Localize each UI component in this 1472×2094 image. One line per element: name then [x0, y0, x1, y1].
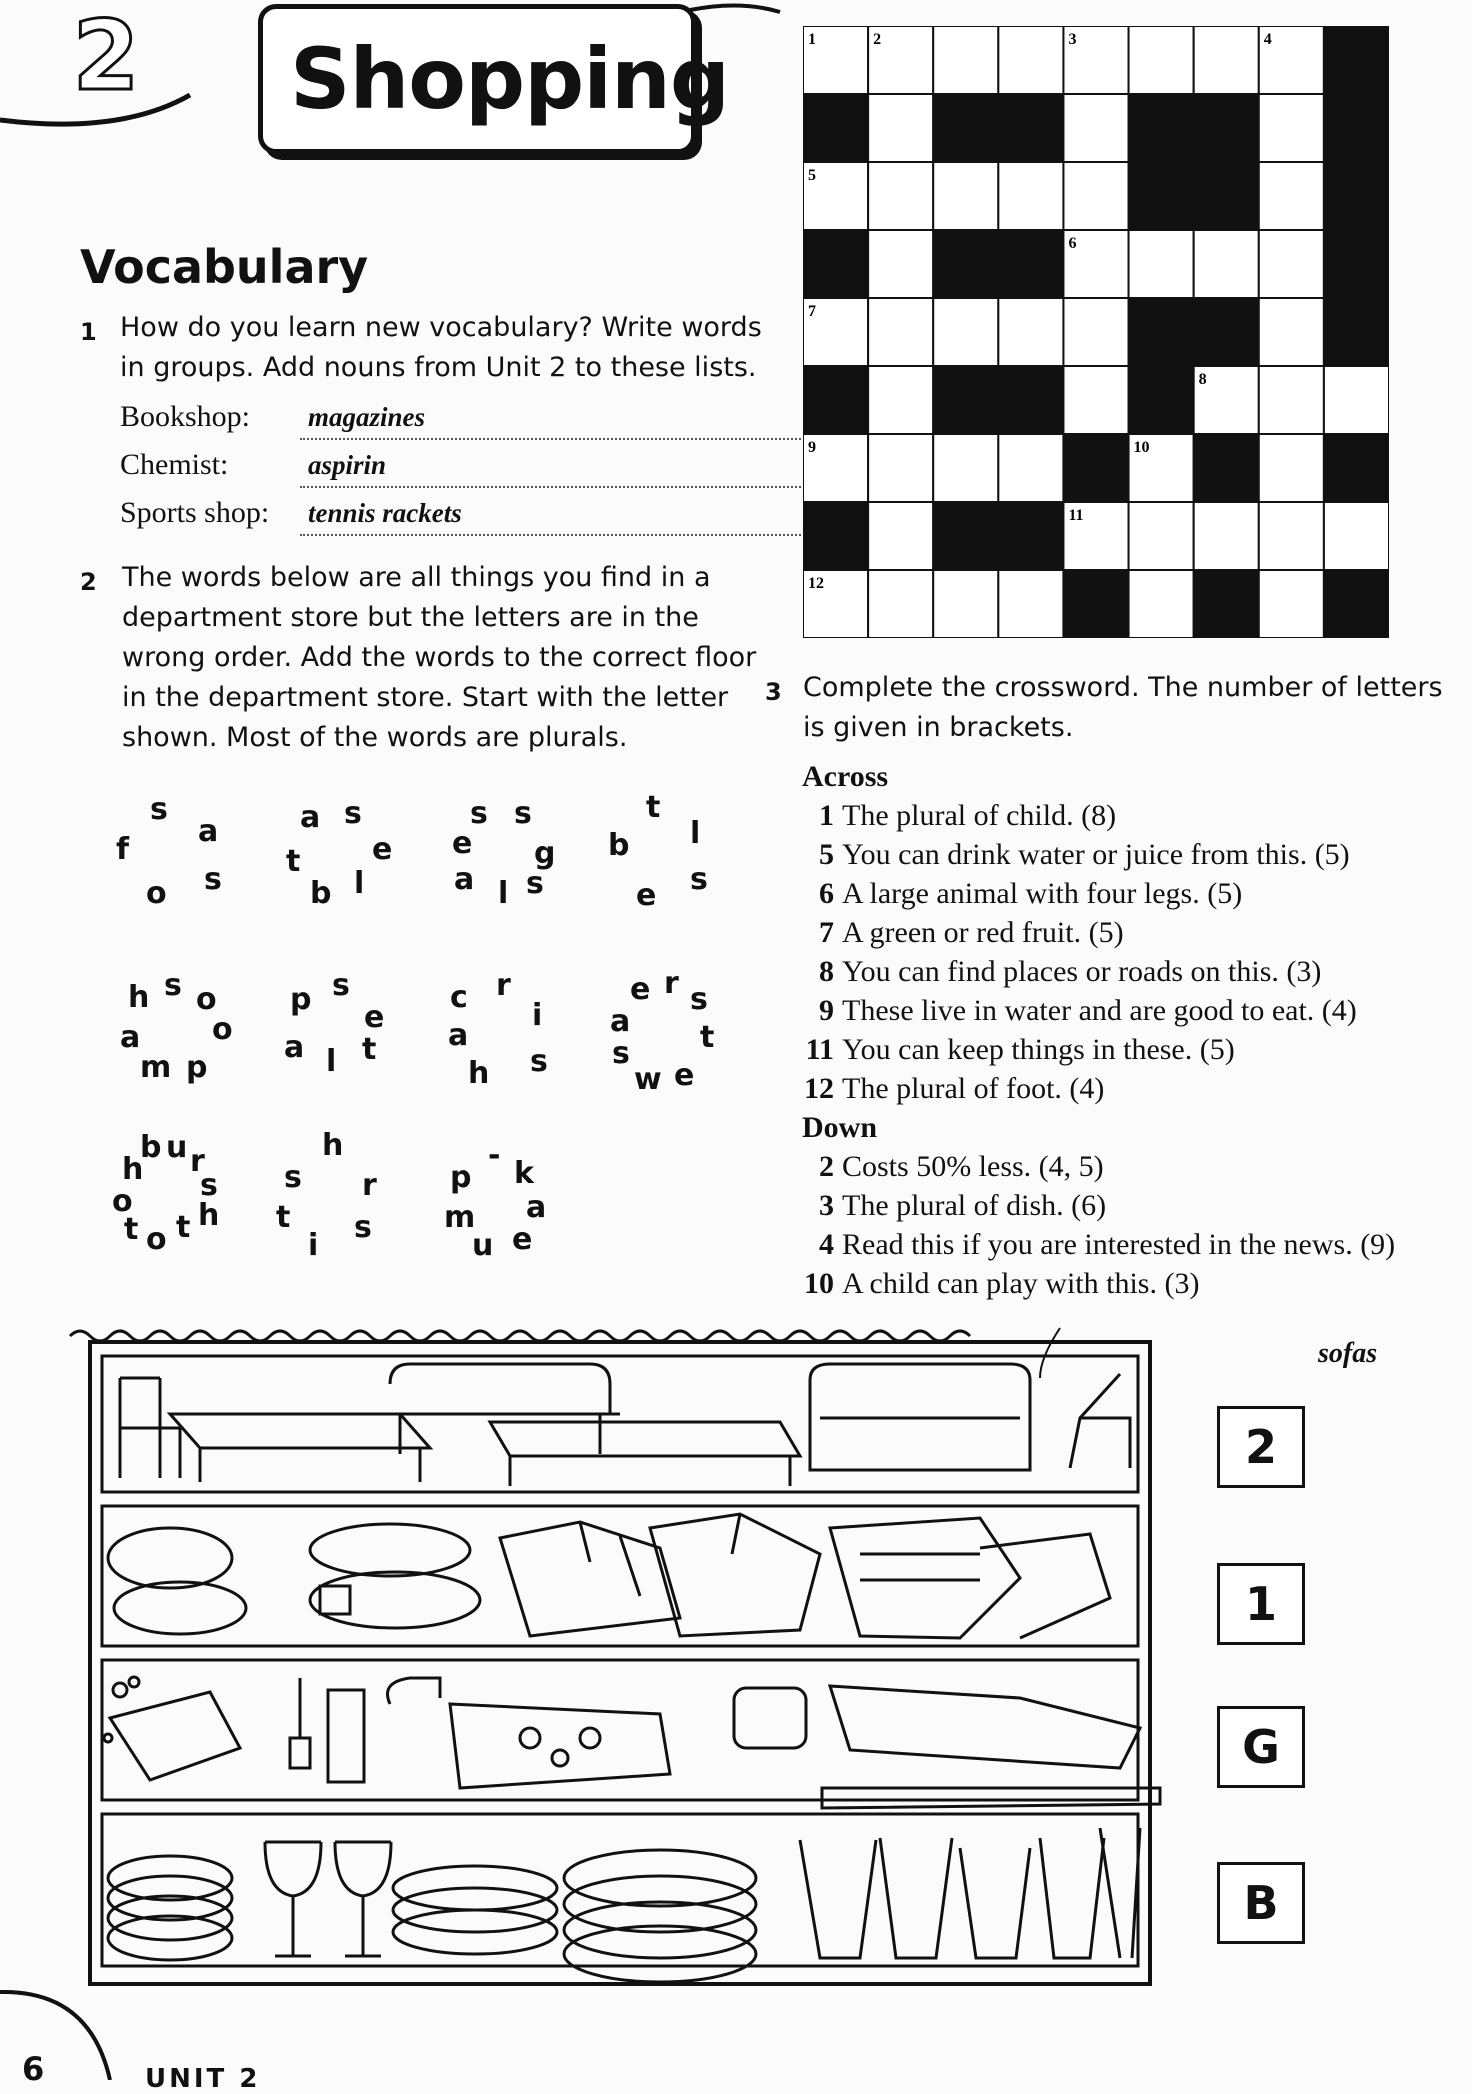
crossword-black-cell: [1129, 366, 1194, 434]
crossword-number: 11: [1068, 507, 1084, 524]
crossword-black-cell: [1129, 94, 1194, 162]
crossword-cell[interactable]: [868, 162, 933, 230]
clue-number: 8: [819, 955, 834, 988]
scrambled-letter: a: [300, 800, 321, 835]
scrambled-letter: s: [204, 862, 222, 897]
crossword-grid[interactable]: [803, 26, 1389, 638]
crossword-number: 5: [808, 167, 816, 184]
clue-text: A large animal with four legs. (5): [842, 877, 1243, 910]
crossword-black-cell: [1324, 570, 1389, 638]
crossword-black-cell: [1324, 434, 1389, 502]
crossword-cell[interactable]: [1324, 502, 1389, 570]
clue: [800, 1186, 1472, 1225]
question-number: 1: [80, 318, 97, 346]
floor-label: 2: [1217, 1406, 1305, 1488]
clue-number: 5: [819, 838, 834, 871]
crossword-cell[interactable]: [1259, 298, 1324, 366]
crossword-cell[interactable]: [868, 434, 933, 502]
scrambled-letter: t: [124, 1212, 139, 1247]
crossword-number: 6: [1068, 235, 1077, 252]
clue-number: 6: [819, 877, 834, 910]
crossword-cell[interactable]: [868, 230, 933, 298]
page-number: 6: [22, 2050, 45, 2088]
department-store-illustration: [60, 1318, 1200, 1998]
crossword-cell[interactable]: [1259, 230, 1324, 298]
scrambled-letter: r: [362, 1168, 377, 1203]
list-label: Chemist:: [120, 448, 229, 481]
scrambled-letter: e: [512, 1222, 533, 1257]
scrambled-letter: a: [120, 1020, 141, 1055]
scrambled-letter: m: [444, 1200, 476, 1235]
section-heading: Vocabulary: [80, 240, 369, 294]
scrambled-letter: e: [372, 832, 393, 867]
crossword-black-cell: [933, 502, 998, 570]
crossword-black-cell: [998, 94, 1063, 162]
crossword-black-cell: [1129, 298, 1194, 366]
scrambled-letter: r: [496, 968, 511, 1003]
scrambled-letter: c: [450, 980, 468, 1015]
scrambled-letter: p: [290, 982, 312, 1017]
crossword-number: 10: [1133, 439, 1150, 456]
crossword-cell[interactable]: [933, 162, 998, 230]
clue-text: A child can play with this. (3): [842, 1267, 1200, 1300]
crossword-cell[interactable]: [1063, 298, 1128, 366]
clue-text: Costs 50% less. (4, 5): [842, 1150, 1104, 1183]
clue-number: 4: [819, 1228, 834, 1261]
scrambled-letter: b: [310, 876, 332, 911]
crossword-cell[interactable]: [1194, 230, 1259, 298]
scrambled-letter: a: [454, 862, 475, 897]
scrambled-letter: t: [286, 844, 301, 879]
crossword-black-cell: [1129, 162, 1194, 230]
scrambled-letter: a: [448, 1018, 469, 1053]
scrambled-letter: u: [166, 1130, 188, 1165]
scrambled-letter: s: [284, 1160, 302, 1195]
scrambled-letter: s: [690, 982, 708, 1017]
question-line: Complete the crossword. The number of letters: [803, 672, 1443, 703]
crossword-cell[interactable]: [1129, 570, 1194, 638]
crossword-cell[interactable]: [868, 366, 933, 434]
scrambled-letter: s: [530, 1044, 548, 1079]
clue-text: The plural of foot. (4): [842, 1072, 1105, 1105]
crossword-black-cell: [1194, 298, 1259, 366]
down-heading: Down: [802, 1111, 878, 1144]
crossword-black-cell: [1063, 434, 1128, 502]
scrambled-letter: s: [354, 1210, 372, 1245]
answer-text: aspirin: [308, 450, 387, 480]
crossword-black-cell: [933, 94, 998, 162]
example-answer: sofas: [1318, 1338, 1378, 1369]
clue-text: These live in water and are good to eat. (4): [842, 994, 1357, 1027]
scrambled-letter: l: [498, 876, 509, 911]
scrambled-letter: b: [608, 828, 630, 863]
crossword-cell[interactable]: [1259, 434, 1324, 502]
unit-label: UNIT 2: [145, 2064, 261, 2094]
crossword-cell[interactable]: [868, 570, 933, 638]
scrambled-letter: l: [354, 866, 365, 901]
clue-number: 11: [805, 1033, 834, 1066]
crossword-cell[interactable]: [933, 298, 998, 366]
scrambled-letter: b: [140, 1130, 162, 1165]
crossword-black-cell: [803, 230, 868, 298]
scrambled-letter: f: [116, 832, 130, 867]
clue-text: A green or red fruit. (5): [842, 916, 1124, 949]
scrambled-letter: s: [332, 968, 350, 1003]
clue-number: 2: [819, 1150, 834, 1183]
unit-number: 2: [72, 0, 140, 112]
scrambled-letter: a: [526, 1190, 547, 1225]
scrambled-letter: m: [140, 1050, 172, 1085]
crossword-cell[interactable]: [1129, 26, 1194, 94]
crossword-black-cell: [803, 94, 868, 162]
clue: [800, 874, 1460, 913]
clue: [800, 835, 1460, 874]
scrambled-letter: i: [308, 1228, 319, 1263]
scrambled-letter: s: [150, 792, 168, 827]
clue: [800, 1030, 1460, 1069]
crossword-cell[interactable]: [1259, 94, 1324, 162]
scrambled-letter: t: [276, 1200, 291, 1235]
scrambled-letter: s: [470, 796, 488, 831]
scrambled-letter: s: [164, 968, 182, 1003]
scrambled-letter: e: [452, 826, 473, 861]
clue: [800, 1147, 1472, 1186]
crossword-cell[interactable]: [998, 162, 1063, 230]
question-line: department store but the letters are in the: [122, 602, 699, 633]
clue-number: 7: [819, 916, 834, 949]
scrambled-letter: h: [322, 1128, 344, 1163]
list-label: Sports shop:: [120, 496, 270, 529]
clue: [800, 796, 1460, 835]
question-line: How do you learn new vocabulary? Write words: [120, 312, 762, 343]
crossword-black-cell: [1324, 162, 1389, 230]
scrambled-letter: o: [146, 876, 167, 911]
crossword-black-cell: [1324, 298, 1389, 366]
scrambled-letter: h: [468, 1056, 490, 1091]
crossword-cell[interactable]: [868, 94, 933, 162]
question-number: 3: [765, 678, 782, 706]
crossword-cell[interactable]: [1259, 570, 1324, 638]
crossword-black-cell: [1194, 434, 1259, 502]
scrambled-letter: s: [526, 866, 544, 901]
crossword-cell[interactable]: [1063, 94, 1128, 162]
crossword-cell[interactable]: [1194, 502, 1259, 570]
scrambled-letter: l: [326, 1044, 337, 1079]
clue-number: 12: [804, 1072, 834, 1105]
scrambled-letter: a: [284, 1030, 305, 1065]
crossword-cell[interactable]: [868, 502, 933, 570]
crossword-black-cell: [998, 230, 1063, 298]
scrambled-letter: a: [610, 1004, 631, 1039]
scrambled-letter: h: [128, 980, 150, 1015]
scrambled-letter: s: [344, 796, 362, 831]
down-clues: [800, 1147, 1472, 1303]
clue: [800, 1225, 1472, 1264]
clue-number: 10: [804, 1267, 834, 1300]
clue-text: You can find places or roads on this. (3): [842, 955, 1322, 988]
crossword-black-cell: [1324, 26, 1389, 94]
crossword-black-cell: [1063, 570, 1128, 638]
scrambled-letter: o: [196, 982, 217, 1017]
crossword-black-cell: [803, 502, 868, 570]
clue-number: 1: [819, 799, 834, 832]
clue: [800, 952, 1460, 991]
floor-label: B: [1217, 1862, 1305, 1944]
crossword-number: 2: [873, 31, 882, 48]
crossword-cell[interactable]: [998, 434, 1063, 502]
clue: [800, 1264, 1472, 1303]
scrambled-letter: t: [646, 790, 661, 825]
crossword-cell[interactable]: [933, 570, 998, 638]
scrambled-letter: a: [198, 814, 219, 849]
question-line: in the department store. Start with the letter: [122, 682, 729, 713]
crossword-cell[interactable]: [1129, 230, 1194, 298]
crossword-number: 3: [1068, 31, 1077, 48]
crossword-number: 8: [1198, 371, 1207, 388]
scrambled-letter: o: [146, 1222, 167, 1257]
crossword-number: 1: [808, 31, 816, 48]
crossword-black-cell: [998, 366, 1063, 434]
crossword-black-cell: [1324, 230, 1389, 298]
scrambled-letter: h: [122, 1152, 144, 1187]
floor-label: G: [1217, 1706, 1305, 1788]
scrambled-letter: r: [190, 1144, 205, 1179]
crossword-cell[interactable]: [1259, 162, 1324, 230]
scrambled-letter: h: [198, 1198, 220, 1233]
scrambled-letter: w: [634, 1062, 662, 1097]
clue-text: You can drink water or juice from this. (5): [842, 838, 1350, 871]
answer-text: tennis rackets: [308, 498, 462, 528]
floor-label: 1: [1217, 1563, 1305, 1645]
crossword-black-cell: [933, 230, 998, 298]
question-line: The words below are all things you find in a: [122, 562, 711, 593]
clue-text: You can keep things in these. (5): [842, 1033, 1235, 1066]
question-text: [803, 668, 1472, 748]
crossword-black-cell: [803, 366, 868, 434]
crossword-cell[interactable]: [998, 570, 1063, 638]
question-line: in groups. Add nouns from Unit 2 to these lists.: [120, 352, 757, 383]
scrambled-letter: g: [534, 836, 556, 871]
scrambled-letter: l: [690, 816, 701, 851]
crossword-cell[interactable]: [998, 298, 1063, 366]
scrambled-words: [0, 0, 760, 1300]
clue: [800, 1069, 1460, 1108]
clue-text: The plural of child. (8): [842, 799, 1117, 832]
clue-text: Read this if you are interested in the news. (9): [842, 1228, 1396, 1261]
question-number: 2: [80, 568, 97, 596]
answer-text: magazines: [308, 402, 426, 432]
scrambled-letter: s: [690, 862, 708, 897]
crossword-black-cell: [998, 502, 1063, 570]
scrambled-letter: t: [176, 1210, 191, 1245]
scrambled-letter: s: [514, 796, 532, 831]
crossword-black-cell: [1194, 94, 1259, 162]
crossword-cell[interactable]: [1324, 366, 1389, 434]
list-label: Bookshop:: [120, 400, 251, 433]
crossword-cell[interactable]: [1063, 162, 1128, 230]
across-heading: Across: [802, 760, 889, 793]
clue-number: 3: [819, 1189, 834, 1222]
clue-number: 9: [819, 994, 834, 1027]
page-title: Shopping: [290, 30, 729, 128]
scrambled-letter: e: [630, 972, 651, 1007]
scrambled-letter: e: [674, 1058, 695, 1093]
crossword-cell[interactable]: [933, 26, 998, 94]
crossword-black-cell: [1194, 570, 1259, 638]
scrambled-letter: u: [472, 1228, 494, 1263]
scrambled-letter: e: [636, 878, 657, 913]
crossword-cell[interactable]: [868, 298, 933, 366]
scrambled-letter: p: [186, 1050, 208, 1085]
crossword-cell[interactable]: [998, 26, 1063, 94]
crossword-number: 4: [1263, 31, 1272, 48]
question-line: is given in brackets.: [803, 712, 1074, 743]
crossword-cell[interactable]: [1129, 502, 1194, 570]
clue: [800, 913, 1460, 952]
scrambled-letter: s: [612, 1036, 630, 1071]
crossword-cell[interactable]: [1194, 26, 1259, 94]
crossword-black-cell: [933, 366, 998, 434]
scrambled-letter: o: [212, 1012, 233, 1047]
scrambled-letter: s: [200, 1168, 218, 1203]
crossword-black-cell: [1194, 162, 1259, 230]
scrambled-letter: -: [488, 1138, 501, 1173]
scrambled-letter: r: [664, 966, 679, 1001]
scrambled-letter: o: [112, 1184, 133, 1219]
question-line: shown. Most of the words are plurals.: [122, 722, 628, 753]
scrambled-letter: p: [450, 1160, 472, 1195]
crossword-cell[interactable]: [1259, 366, 1324, 434]
crossword-cell[interactable]: [933, 434, 998, 502]
scrambled-letter: t: [700, 1020, 715, 1055]
scrambled-letter: k: [514, 1156, 534, 1191]
crossword-black-cell: [1324, 94, 1389, 162]
scrambled-letter: e: [364, 1000, 385, 1035]
crossword-cell[interactable]: [1063, 366, 1128, 434]
clue-text: The plural of dish. (6): [842, 1189, 1107, 1222]
crossword-cell[interactable]: [1259, 502, 1324, 570]
scrambled-letter: t: [362, 1032, 377, 1067]
across-clues: [800, 796, 1460, 1108]
crossword-number: 12: [808, 575, 824, 592]
crossword-number: 7: [808, 303, 816, 320]
clue: [800, 991, 1460, 1030]
footer-curve: [0, 1980, 140, 2080]
question-line: wrong order. Add the words to the correct floor: [122, 642, 757, 673]
crossword-number: 9: [808, 439, 816, 456]
scrambled-letter: i: [532, 998, 543, 1033]
